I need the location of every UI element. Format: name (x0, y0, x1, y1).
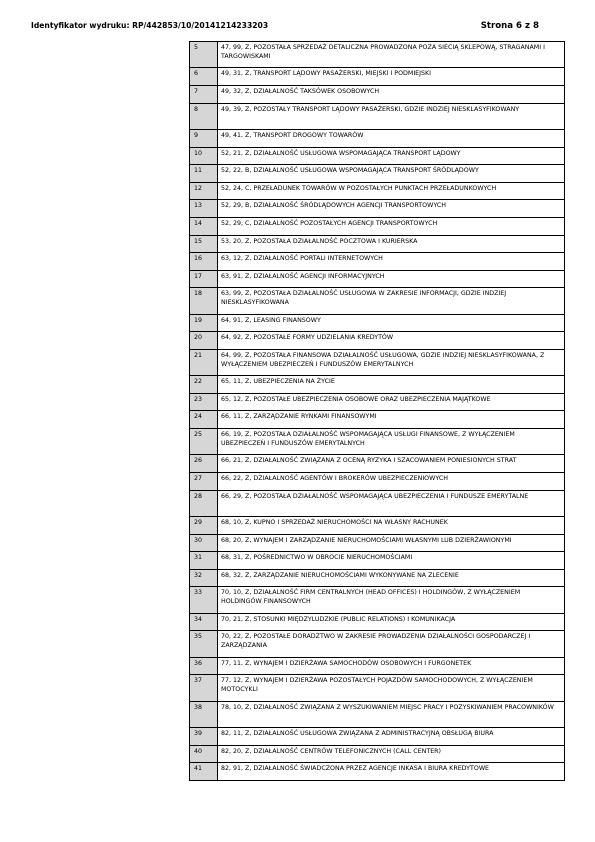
activity-description: 77, 12, Z, WYNAJEM I DZIERŻAWA POZOSTAŁYCH POJAZDÓW SAMOCHODOWYCH, Z WYŁĄCZENIEM MOTOCYKLI (218, 675, 565, 701)
activity-description: 63, 91, Z, DZIAŁALNOŚĆ AGENCJI INFORMACYJNYCH (218, 270, 565, 288)
table-row (190, 675, 565, 701)
row-number: 12 (190, 182, 218, 200)
table-row (190, 376, 565, 394)
row-number: 10 (190, 147, 218, 165)
pkd-activity-table (189, 41, 565, 781)
activity-description: 63, 12, Z, DZIAŁALNOŚĆ PORTALI INTERNETOWYCH (218, 253, 565, 271)
table-row (190, 728, 565, 746)
row-number: 16 (190, 253, 218, 271)
table-row (190, 270, 565, 288)
table-row (190, 85, 565, 103)
activity-description: 66, 21, Z, DZIAŁALNOŚĆ ZWIĄZANA Z OCENĄ RYZYKA I SZACOWANIEM PONIESIONYCH STRAT (218, 455, 565, 473)
row-number: 20 (190, 332, 218, 350)
row-number: 5 (190, 42, 218, 68)
table-row (190, 534, 565, 552)
activity-description: 82, 11, Z, DZIAŁALNOŚĆ USŁUGOWA ZWIĄZANA Z ADMINISTRACYJNĄ OBSŁUGĄ BIURA (218, 728, 565, 746)
activity-description: 66, 19, Z, POZOSTAŁA DZIAŁALNOŚĆ WSPOMAGAJĄCA USŁUGI FINANSOWE, Z WYŁĄCZENIEM UBEZPIECZEŃ I FUNDUSZÓW EMERYTALNYCH (218, 429, 565, 455)
row-number: 41 (190, 763, 218, 781)
row-number: 8 (190, 103, 218, 129)
table-row (190, 701, 565, 727)
row-number: 17 (190, 270, 218, 288)
table-row (190, 393, 565, 411)
table-row (190, 613, 565, 631)
table-row (190, 473, 565, 491)
row-number: 29 (190, 517, 218, 535)
row-number: 22 (190, 376, 218, 394)
table-row (190, 745, 565, 763)
activity-description: 82, 20, Z, DZIAŁALNOŚĆ CENTRÓW TELEFONICZNYCH (CALL CENTER) (218, 745, 565, 763)
table-row (190, 631, 565, 657)
activity-description: 66, 11, Z, ZARZĄDZANIE RYNKAMI FINANSOWYMI (218, 411, 565, 429)
row-number: 14 (190, 217, 218, 235)
row-number: 19 (190, 314, 218, 332)
activity-description: 52, 22, B, DZIAŁALNOŚĆ USŁUGOWA WSPOMAGAJĄCA TRANSPORT ŚRÓDLĄDOWY (218, 165, 565, 183)
activity-description: 68, 31, Z, POŚREDNICTWO W OBROCIE NIERUCHOMOŚCIAMI (218, 552, 565, 570)
row-number: 13 (190, 200, 218, 218)
activity-description: 53, 20, Z, POZOSTAŁA DZIAŁALNOŚĆ POCZTOWA I KURIERSKA (218, 235, 565, 253)
table-row (190, 165, 565, 183)
activity-description: 70, 21, Z, STOSUNKI MIĘDZYLUDZKIE (PUBLIC RELATIONS) I KOMUNIKACJA (218, 613, 565, 631)
row-number: 7 (190, 85, 218, 103)
table-row (190, 42, 565, 68)
table-row (190, 763, 565, 781)
table-row (190, 349, 565, 375)
table-row (190, 217, 565, 235)
activity-description: 70, 22, Z, POZOSTAŁE DORADZTWO W ZAKRESIE PROWADZENIA DZIAŁALNOŚCI GOSPODARCZEJ I ZARZĄDZANIA (218, 631, 565, 657)
activity-description: 52, 29, B, DZIAŁALNOŚĆ ŚRÓDLĄDOWYCH AGENCJI TRANSPORTOWYCH (218, 200, 565, 218)
row-number: 39 (190, 728, 218, 746)
page-number: Strona 6 z 8 (480, 21, 539, 31)
row-number: 23 (190, 393, 218, 411)
table-row (190, 68, 565, 86)
activity-description: 65, 12, Z, POZOSTAŁE UBEZPIECZENIA OSOBOWE ORAZ UBEZPIECZENIA MAJĄTKOWE (218, 393, 565, 411)
activity-description: 49, 31, Z, TRANSPORT LĄDOWY PASAŻERSKI, MIEJSKI I PODMIEJSKI (218, 68, 565, 86)
table-row (190, 587, 565, 613)
table-row (190, 657, 565, 675)
table-row (190, 182, 565, 200)
row-number: 26 (190, 455, 218, 473)
activity-description: 68, 10, Z, KUPNO I SPRZEDAŻ NIERUCHOMOŚCI NA WŁASNY RACHUNEK (218, 517, 565, 535)
table-row (190, 103, 565, 129)
table-row (190, 288, 565, 314)
row-number: 34 (190, 613, 218, 631)
table-row (190, 129, 565, 147)
table-row (190, 517, 565, 535)
row-number: 15 (190, 235, 218, 253)
activity-description: 82, 91, Z, DZIAŁALNOŚĆ ŚWIADCZONA PRZEZ AGENCJE INKASA I BIURA KREDYTOWE (218, 763, 565, 781)
table-row (190, 455, 565, 473)
row-number: 40 (190, 745, 218, 763)
activity-description: 68, 32, Z, ZARZĄDZANIE NIERUCHOMOŚCIAMI WYKONYWANE NA ZLECENIE (218, 569, 565, 587)
row-number: 31 (190, 552, 218, 570)
activity-description: 70, 10, Z, DZIAŁALNOŚĆ FIRM CENTRALNYCH (HEAD OFFICES) I HOLDINGÓW, Z WYŁĄCZENIEM HOLDINGÓW FINANSOWYCH (218, 587, 565, 613)
activity-description: 77, 11, Z, WYNAJEM I DZIERŻAWA SAMOCHODÓW OSOBOWYCH I FURGONETEK (218, 657, 565, 675)
activity-description: 63, 99, Z, POZOSTAŁA DZIAŁALNOŚĆ USŁUGOWA W ZAKRESIE INFORMACJI, GDZIE INDZIEJ NIESKLASYFIKOWANA (218, 288, 565, 314)
row-number: 30 (190, 534, 218, 552)
activity-description: 52, 24, C, PRZEŁADUNEK TOWARÓW W POZOSTAŁYCH PUNKTACH PRZEŁADUNKOWYCH (218, 182, 565, 200)
activity-description: 68, 20, Z, WYNAJEM I ZARZĄDZANIE NIERUCHOMOŚCIAMI WŁASNYMI LUB DZIERŻAWIONYMI (218, 534, 565, 552)
activity-description: 65, 11, Z, UBEZPIECZENIA NA ŻYCIE (218, 376, 565, 394)
activity-description: 49, 41, Z, TRANSPORT DROGOWY TOWARÓW (218, 129, 565, 147)
row-number: 24 (190, 411, 218, 429)
table-row (190, 253, 565, 271)
activity-description: 66, 29, Z, POZOSTAŁA DZIAŁALNOŚĆ WSPOMAGAJĄCA UBEZPIECZENIA I FUNDUSZE EMERYTALNE (218, 490, 565, 516)
row-number: 35 (190, 631, 218, 657)
activity-description: 64, 99, Z, POZOSTAŁA FINANSOWA DZIAŁALNOŚĆ USŁUGOWA, GDZIE INDZIEJ NIESKLASYFIKOWANA, Z WYŁĄCZENIEM UBEZPIECZEŃ I FUNDUSZÓW EMERYTALNYCH (218, 349, 565, 375)
table-row (190, 147, 565, 165)
table-row (190, 332, 565, 350)
activity-description: 49, 39, Z, POZOSTAŁY TRANSPORT LĄDOWY PASAŻERSKI, GDZIE INDZIEJ NIESKLASYFIKOWANY (218, 103, 565, 129)
table-row (190, 200, 565, 218)
row-number: 9 (190, 129, 218, 147)
table-row (190, 235, 565, 253)
row-number: 11 (190, 165, 218, 183)
activity-description: 78, 10, Z, DZIAŁALNOŚĆ ZWIĄZANA Z WYSZUKIWANIEM MIEJSC PRACY I POZYSKIWANIEM PRACOWNIKÓW (218, 701, 565, 727)
activity-description: 52, 29, C, DZIAŁALNOŚĆ POZOSTAŁYCH AGENCJI TRANSPORTOWYCH (218, 217, 565, 235)
table-row (190, 314, 565, 332)
table-row (190, 429, 565, 455)
pkd-table-body (190, 42, 565, 781)
row-number: 33 (190, 587, 218, 613)
table-row (190, 569, 565, 587)
activity-description: 47, 99, Z, POZOSTAŁA SPRZEDAŻ DETALICZNA PROWADZONA POZA SIECIĄ SKLEPOWĄ, STRAGANAMI I TARGOWISKAMI (218, 42, 565, 68)
activity-description: 66, 22, Z, DZIAŁALNOŚĆ AGENTÓW I BROKERÓW UBEZPIECZENIOWYCH (218, 473, 565, 491)
row-number: 21 (190, 349, 218, 375)
activity-description: 52, 21, Z, DZIAŁALNOŚĆ USŁUGOWA WSPOMAGAJĄCA TRANSPORT LĄDOWY (218, 147, 565, 165)
row-number: 37 (190, 675, 218, 701)
table-row (190, 411, 565, 429)
row-number: 36 (190, 657, 218, 675)
activity-description: 64, 91, Z, LEASING FINANSOWY (218, 314, 565, 332)
row-number: 25 (190, 429, 218, 455)
table-row (190, 552, 565, 570)
row-number: 32 (190, 569, 218, 587)
row-number: 27 (190, 473, 218, 491)
row-number: 6 (190, 68, 218, 86)
activity-description: 64, 92, Z, POZOSTAŁE FORMY UDZIELANIA KREDYTÓW (218, 332, 565, 350)
row-number: 28 (190, 490, 218, 516)
table-row (190, 490, 565, 516)
row-number: 18 (190, 288, 218, 314)
document-identifier: Identyfikator wydruku: RP/442853/10/20141214233203 (31, 21, 269, 30)
activity-description: 49, 32, Z, DZIAŁALNOŚĆ TAKSÓWEK OSOBOWYCH (218, 85, 565, 103)
row-number: 38 (190, 701, 218, 727)
